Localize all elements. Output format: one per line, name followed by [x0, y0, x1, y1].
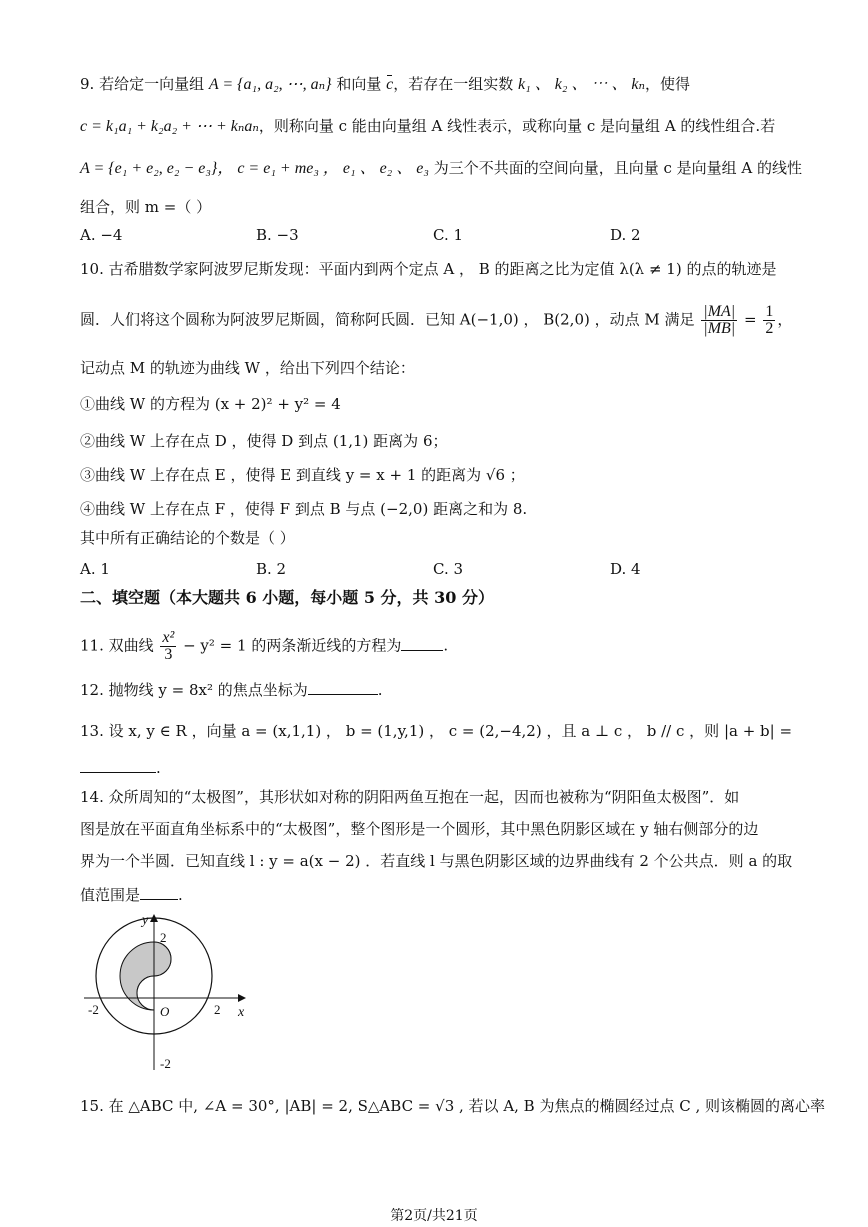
q10-question: 其中所有正确结论的个数是（ ）: [80, 529, 295, 547]
q10-ratio-numerator: |MA|: [703, 303, 736, 320]
q13-line2: [80, 757, 161, 779]
q10-line3: 记动点 M 的轨迹为曲线 W ，给出下列四个结论：: [80, 359, 415, 377]
q10-option-b: B. 2: [256, 560, 287, 578]
q9-line4: 组合，则 m =（ ）: [80, 198, 212, 216]
q9-such-that: ，使得: [644, 75, 690, 93]
q10-option-a: A. 1: [80, 560, 110, 578]
q11-start: 11. 双曲线: [80, 636, 154, 655]
q12-line: [80, 679, 383, 701]
q9-condition: 为三个不共面的空间向量，且向量 c 是向量组 A 的线性: [433, 159, 802, 177]
q10-given-points: 圆．人们将这个圆称为阿波罗尼斯圆，简称阿氏圆．已知 A(−1,0) ， B(2,0) ，动点 M 满足: [80, 310, 695, 329]
q14-line1: 14. 众所周知的“太极图”，其形状如对称的阴阳两鱼互抱在一起，因而也被称为“阴阳鱼太极图”．如: [80, 788, 740, 806]
page-number: 第2页/共21页: [390, 1208, 478, 1224]
q13-end: .: [156, 759, 161, 777]
q10-line2: [80, 304, 792, 337]
tick-top-label: 2: [160, 930, 167, 945]
tick-right-label: 2: [214, 1002, 221, 1017]
q11-end: .: [443, 636, 449, 655]
tick-left-label: -2: [88, 1002, 99, 1017]
q14-line4: [80, 884, 183, 906]
x-axis-label: x: [238, 1005, 245, 1020]
q10-half-numerator: 1: [765, 303, 774, 320]
q9-coefficients: k₁ 、 k₂ 、 ⋯ 、 kₙ: [518, 76, 645, 93]
q9-line1: [80, 73, 690, 96]
taiji-upper-boundary: [154, 942, 171, 976]
q10-line1: 10. 古希腊数学家阿波罗尼斯发现：平面内到两个定点 A ， B 的距离之比为定值 λ(λ ≠ 1) 的点的轨迹是: [80, 260, 777, 278]
q12-end: .: [377, 681, 383, 699]
q12-text: 12. 抛物线 y = 8x² 的焦点坐标为: [80, 681, 308, 699]
q10-conclusion-4: ④曲线 W 上存在点 F ，使得 F 到点 B 与点 (−2,0) 距离之和为 8.: [80, 500, 528, 518]
q10-conclusion-2: ②曲线 W 上存在点 D ，使得 D 到点 (1,1) 距离为 6；: [80, 432, 448, 450]
q10-ratio-fraction: [701, 304, 737, 337]
q9-option-d: D. 2: [610, 226, 641, 244]
q9-option-c: C. 1: [433, 226, 464, 244]
q9-definition: ，则称向量 c 能由向量组 A 线性表示，或称向量 c 是向量组 A 的线性组合.若: [258, 117, 776, 135]
q14-ask: 值范围是: [80, 886, 141, 904]
q11-fraction-denominator: 3: [164, 646, 173, 663]
q10-half-denominator: 2: [765, 320, 774, 337]
q10-option-c: C. 3: [433, 560, 464, 578]
q9-option-b: B. −3: [256, 226, 299, 244]
q11-line: [80, 630, 448, 663]
q14-line2: 图是放在平面直角坐标系中的“太极图”，整个图形是一个圆形，其中黑色阴影区域在 y 轴右侧部分的边: [80, 820, 759, 838]
q9-stem-start: 9. 若给定一向量组: [80, 75, 205, 93]
section-heading: 二、填空题（本大题共 6 小题，每小题 5 分，共 30 分）: [80, 588, 494, 607]
q10-option-d: D. 4: [610, 560, 641, 578]
origin-label: O: [160, 1004, 170, 1019]
taiji-figure: [80, 912, 260, 1072]
q9-vector-c: c: [386, 74, 393, 96]
q9-line3: [80, 157, 802, 180]
q10-equals: =: [743, 310, 757, 329]
q10-conclusion-3: ③曲线 W 上存在点 E ，使得 E 到直线 y = x + 1 的距离为 √6 ；: [80, 466, 525, 484]
q9-and-vector: 和向量: [336, 75, 382, 93]
q10-line2-end: ，: [777, 310, 793, 329]
q9-real-numbers: ，若存在一组实数: [393, 75, 514, 93]
q10-ratio-denominator: |MB|: [703, 320, 736, 337]
q11-fraction-numerator: x²: [162, 629, 175, 646]
q9-vector-group: A = {a₁, a₂, ⋯, aₙ}: [208, 76, 332, 93]
q10-half-fraction: [763, 304, 775, 337]
q11-rest: − y² = 1 的两条渐近线的方程为: [183, 636, 402, 655]
q14-end: .: [178, 886, 183, 904]
q14-answer-blank[interactable]: [140, 885, 178, 900]
q9-linear-combination: c = k₁a₁ + k₂a₂ + ⋯ + kₙaₙ: [80, 118, 259, 135]
q13-answer-blank[interactable]: [80, 758, 156, 773]
q9-line2: [80, 115, 775, 138]
q9-option-a: A. −4: [80, 226, 123, 244]
q11-answer-blank[interactable]: [401, 636, 443, 651]
q10-conclusion-1: ①曲线 W 的方程为 (x + 2)² + y² = 4: [80, 395, 341, 413]
q12-answer-blank[interactable]: [308, 680, 378, 695]
q15-line1: 15. 在 △ABC 中, ∠A = 30°, |AB| = 2, S△ABC = √3 , 若以 A, B 为焦点的椭圆经过点 C , 则该椭圆的离心率: [80, 1097, 826, 1115]
q14-line3: 界为一个半圆．已知直线 l : y = a(x − 2) ．若直线 l 与黑色阴影区域的边界曲线有 2 个公共点．则 a 的取: [80, 852, 793, 870]
q11-fraction: [160, 630, 176, 663]
q9-given-vectors: A = {e₁ + e₂, e₂ − e₃}， c = e₁ + me₃ ， e₁ 、 e₂ 、 e₃: [80, 160, 429, 177]
q13-line1: 13. 设 x, y ∈ R ，向量 a = (x,1,1) ， b = (1,y,1) ， c = (2,−4,2) ，且 a ⊥ c ， b // c ，则 |a + b| =: [80, 722, 793, 740]
y-axis-label: y: [142, 913, 149, 928]
tick-bottom-label: -2: [160, 1056, 171, 1071]
